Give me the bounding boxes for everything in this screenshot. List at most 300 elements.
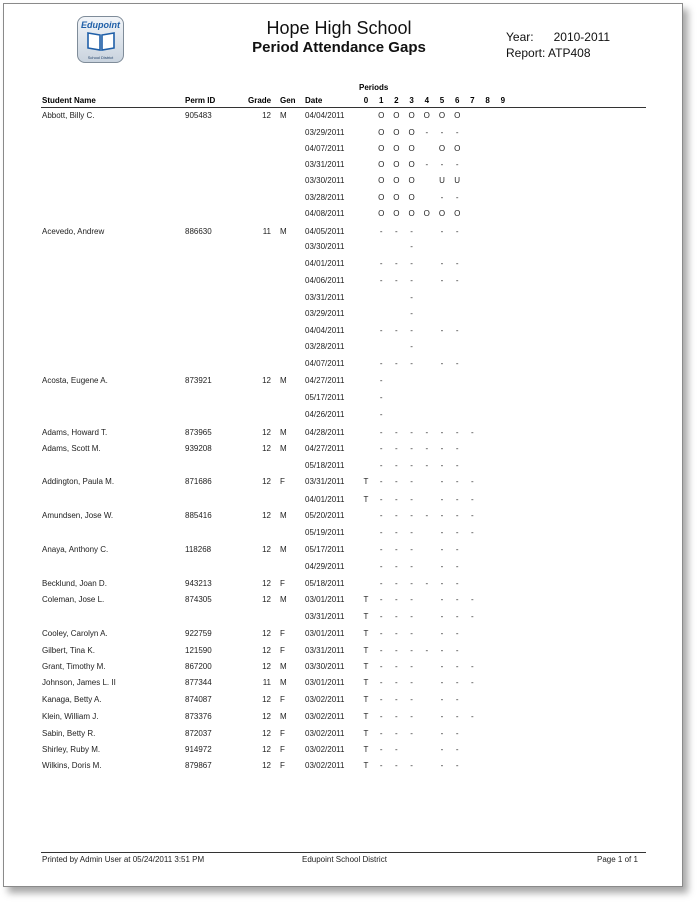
report-code-line [506,46,591,60]
period-mark-6: - [455,477,459,486]
school-name: Hope High School [266,18,412,38]
student-name: Acevedo, Andrew [42,227,105,236]
absence-date: 03/02/2011 [305,729,345,738]
period-mark-0: T [363,495,369,504]
period-mark-3: - [410,761,413,770]
period-mark-5: - [440,477,444,486]
period-mark-3: - [410,495,413,504]
period-mark-5: O [438,111,446,120]
period-mark-2: O [393,144,400,153]
period-header-8: 8 [485,96,490,105]
period-mark-3: - [410,612,413,621]
period-mark-5: - [440,326,444,335]
period-mark-6: - [455,276,459,285]
period-mark-3: - [410,342,413,351]
table-row [4,276,682,288]
perm-id: 914972 [185,745,212,754]
period-mark-2: - [395,646,398,655]
gender: F [280,761,285,770]
period-mark-5: - [440,511,444,520]
period-mark-3: - [410,629,413,638]
table-row [4,342,682,354]
period-mark-4: O [423,209,430,218]
period-mark-3: O [408,176,415,185]
student-name: Adams, Scott M. [42,444,101,453]
period-mark-3: - [410,729,413,738]
period-mark-0: T [363,695,369,704]
period-mark-0: T [363,595,369,604]
absence-date: 05/18/2011 [305,461,345,470]
period-mark-1: - [379,528,383,537]
period-header-9: 9 [500,96,506,105]
grade: 12 [262,428,271,437]
period-mark-6: - [455,761,459,770]
printed-by: Printed by Admin User at 05/24/2011 3:51 PM [42,855,205,864]
period-mark-2: - [395,528,398,537]
table-row [4,695,682,707]
period-mark-1: - [379,376,383,385]
period-mark-1: - [379,393,383,402]
period-mark-6: - [455,444,459,453]
table-row [4,144,682,156]
table-row [4,193,682,205]
absence-date: 05/17/2011 [305,545,345,554]
grade: 12 [262,511,271,520]
header-grade: Grade [248,96,272,105]
header-date: Date [305,96,323,105]
period-mark-2: - [395,562,398,571]
period-mark-1: - [379,745,383,754]
perm-id: 874087 [185,695,212,704]
period-mark-6: - [455,461,459,470]
period-mark-4: - [425,511,429,520]
period-mark-5: - [440,160,444,169]
student-name: Coleman, Jose L. [42,595,105,604]
perm-id: 873921 [185,376,212,385]
period-mark-3: - [410,662,413,671]
absence-date: 05/20/2011 [305,511,345,520]
period-mark-3: - [410,461,413,470]
table-row [4,595,682,607]
period-mark-2: - [395,579,398,588]
period-mark-1: - [379,595,383,604]
period-mark-3: O [408,128,415,137]
period-mark-3: - [410,712,413,721]
absence-date: 04/08/2011 [305,209,345,218]
period-mark-7: - [471,662,474,671]
absence-date: 04/06/2011 [305,276,345,285]
student-name: Anaya, Anthony C. [42,545,109,554]
period-mark-2: O [393,176,400,185]
table-row [4,511,682,523]
student-name: Wilkins, Doris M. [42,761,102,770]
student-name: Becklund, Joan D. [42,579,107,588]
period-mark-6: - [455,695,459,704]
absence-date: 03/02/2011 [305,761,345,770]
student-name: Grant, Timothy M. [42,662,106,671]
period-mark-1: - [379,511,383,520]
period-mark-2: - [395,712,398,721]
period-mark-1: - [379,562,383,571]
period-mark-1: - [379,729,383,738]
period-mark-3: - [410,276,413,285]
period-mark-6: O [454,209,461,218]
absence-date: 04/01/2011 [305,495,345,504]
period-mark-0: T [363,477,369,486]
period-mark-2: O [393,193,400,202]
header-gen: Gen [280,96,296,105]
period-mark-1: - [379,646,383,655]
gender: M [280,712,287,721]
period-mark-3: O [408,111,415,120]
period-mark-3: - [410,595,413,604]
table-row [4,477,682,489]
table-row [4,712,682,724]
period-mark-0: T [363,646,369,655]
period-mark-1: O [378,144,385,153]
period-mark-7: - [471,477,474,486]
period-mark-5: - [440,428,444,437]
perm-id: 877344 [185,678,212,687]
table-row [4,359,682,371]
student-name: Abbott, Billy C. [42,111,95,120]
table-row [4,259,682,271]
table-row [4,461,682,473]
period-mark-2: - [395,495,398,504]
period-mark-7: - [471,511,474,520]
gender: F [280,729,285,738]
logo-wordmark: Edupoint [81,20,120,30]
period-mark-4: - [425,428,429,437]
student-name: Klein, William J. [42,712,99,721]
absence-date: 03/29/2011 [305,309,345,318]
period-mark-1: O [378,209,385,218]
period-mark-2: O [393,160,400,169]
perm-id: 874305 [185,595,212,604]
period-mark-2: - [395,629,398,638]
period-mark-6: - [455,528,459,537]
period-mark-7: - [471,595,474,604]
period-header-6: 6 [454,96,460,105]
period-mark-6: - [455,545,459,554]
period-mark-3: O [408,144,415,153]
period-mark-3: - [410,444,413,453]
period-header-1: 1 [378,96,384,105]
student-name: Gilbert, Tina K. [42,646,95,655]
period-mark-4: - [425,160,429,169]
period-mark-7: - [471,678,474,687]
period-mark-2: - [395,326,398,335]
period-mark-2: - [395,595,398,604]
book-icon [87,31,115,51]
period-mark-3: - [410,477,413,486]
table-row [4,629,682,641]
period-mark-2: - [395,729,398,738]
period-mark-1: - [379,276,383,285]
period-mark-5: - [440,629,444,638]
table-row [4,393,682,405]
table-row [4,745,682,757]
period-mark-1: - [379,227,383,236]
gender: F [280,695,285,704]
perm-id: 939208 [185,444,212,453]
absence-date: 03/31/2011 [305,612,345,621]
grade: 11 [262,678,271,687]
gender: F [280,745,285,754]
period-mark-3: - [410,678,413,687]
period-mark-3: - [410,359,413,368]
table-row [4,209,682,221]
absence-date: 03/31/2011 [305,160,345,169]
period-mark-6: - [455,428,459,437]
period-mark-2: - [395,477,398,486]
table-row [4,545,682,557]
grade: 12 [262,745,271,754]
period-mark-2: - [395,359,398,368]
student-name: Shirley, Ruby M. [42,745,101,754]
table-row [4,495,682,507]
period-mark-5: - [440,545,444,554]
absence-date: 03/30/2011 [305,242,345,251]
period-mark-3: - [410,646,413,655]
absence-date: 03/30/2011 [305,176,345,185]
report-page [3,3,683,887]
grade: 12 [262,646,271,655]
table-row [4,612,682,624]
period-mark-1: - [379,326,383,335]
period-mark-1: - [379,579,383,588]
period-mark-6: - [455,160,459,169]
period-mark-5: - [440,193,444,202]
period-mark-4: - [425,128,429,137]
absence-date: 04/01/2011 [305,259,345,268]
table-row [4,242,682,254]
period-mark-7: - [471,712,474,721]
period-mark-6: - [455,128,459,137]
student-name: Acosta, Eugene A. [42,376,108,385]
period-mark-6: - [455,495,459,504]
period-mark-5: - [440,612,444,621]
absence-date: 05/19/2011 [305,528,345,537]
period-mark-6: O [454,144,461,153]
period-mark-5: - [440,276,444,285]
period-mark-1: - [379,259,383,268]
period-mark-1: - [379,761,383,770]
grade: 12 [262,662,271,671]
period-mark-2: - [395,461,398,470]
period-mark-2: - [395,227,398,236]
gender: M [280,111,287,120]
period-mark-1: - [379,629,383,638]
gender: F [280,579,285,588]
absence-date: 03/28/2011 [305,342,345,351]
period-mark-4: - [425,461,429,470]
table-row [4,646,682,658]
period-mark-2: - [395,276,398,285]
period-mark-6: - [455,712,459,721]
absence-date: 03/29/2011 [305,128,345,137]
period-mark-1: O [378,176,385,185]
period-mark-0: T [363,678,369,687]
period-mark-1: - [379,444,383,453]
period-mark-6: - [455,745,459,754]
absence-date: 05/18/2011 [305,579,345,588]
period-mark-0: T [363,612,369,621]
period-mark-5: - [440,678,444,687]
student-name: Amundsen, Jose W. [42,511,114,520]
period-mark-3: O [408,160,415,169]
logo-subtitle: School District [87,55,114,60]
year-line [506,30,610,44]
grade: 12 [262,376,271,385]
period-mark-5: - [440,227,444,236]
absence-date: 03/02/2011 [305,745,345,754]
period-mark-5: - [440,444,444,453]
table-row [4,410,682,422]
period-mark-1: O [378,160,385,169]
period-mark-2: - [395,259,398,268]
period-mark-6: - [455,646,459,655]
absence-date: 05/17/2011 [305,393,345,402]
perm-id: 943213 [185,579,212,588]
table-row [4,326,682,338]
period-mark-6: - [455,579,459,588]
student-name: Kanaga, Betty A. [42,695,102,704]
report-title: Period Attendance Gaps [252,39,426,56]
header-perm-id: Perm ID [185,96,216,105]
absence-date: 03/31/2011 [305,646,345,655]
period-mark-6: O [454,111,461,120]
period-mark-2: - [395,678,398,687]
period-mark-5: - [440,528,444,537]
period-mark-6: - [455,326,459,335]
student-name: Johnson, James L. II [42,678,116,687]
period-mark-0: T [363,712,369,721]
period-mark-5: - [440,662,444,671]
period-mark-5: - [440,745,444,754]
table-row [4,128,682,140]
absence-date: 03/01/2011 [305,595,345,604]
perm-id: 885416 [185,511,212,520]
period-mark-1: - [379,410,383,419]
grade: 12 [262,629,271,638]
period-mark-1: O [378,111,385,120]
period-mark-4: O [423,111,430,120]
page-number: Page 1 of 1 [597,855,638,864]
period-mark-2: - [395,511,398,520]
absence-date: 04/29/2011 [305,562,345,571]
period-mark-1: - [379,359,383,368]
period-mark-6: - [455,227,459,236]
period-mark-3: - [410,326,413,335]
period-mark-0: T [363,745,369,754]
gender: M [280,444,287,453]
absence-date: 03/28/2011 [305,193,345,202]
table-row [4,428,682,440]
grade: 12 [262,444,271,453]
edupoint-logo [77,16,124,63]
table-row [4,376,682,388]
period-mark-3: O [408,193,415,202]
grade: 12 [262,477,271,486]
period-mark-1: - [379,678,383,687]
gender: F [280,477,285,486]
period-mark-1: - [379,461,383,470]
absence-date: 03/31/2011 [305,477,345,486]
perm-id: 873376 [185,712,212,721]
period-mark-5: - [440,461,444,470]
period-mark-5: O [438,144,446,153]
period-mark-1: - [379,662,383,671]
period-mark-5: - [440,259,444,268]
period-mark-1: - [379,712,383,721]
period-header-7: 7 [470,96,475,105]
perm-id: 118268 [185,545,212,554]
period-header-3: 3 [409,96,414,105]
period-mark-3: - [410,259,413,268]
period-mark-2: - [395,761,398,770]
perm-id: 886630 [185,227,212,236]
period-mark-0: T [363,761,369,770]
period-mark-2: - [395,444,398,453]
period-mark-6: - [455,595,459,604]
period-mark-5: - [440,695,444,704]
gender: M [280,595,287,604]
period-mark-2: O [393,209,400,218]
gender: M [280,227,287,236]
period-mark-3: - [410,242,413,251]
gender: F [280,629,285,638]
period-mark-2: - [395,612,398,621]
period-mark-1: O [378,193,385,202]
period-mark-2: O [393,111,400,120]
table-row [4,562,682,574]
period-mark-5: - [440,646,444,655]
year-label: Year: [506,30,534,44]
report-label: Report: [506,46,546,60]
absence-date: 03/31/2011 [305,293,345,302]
table-row [4,662,682,674]
period-mark-3: - [410,545,413,554]
period-mark-2: - [395,662,398,671]
perm-id: 871686 [185,477,212,486]
gender: M [280,678,287,687]
period-mark-7: - [471,528,474,537]
table-row [4,160,682,172]
table-row [4,309,682,321]
absence-date: 04/04/2011 [305,326,345,335]
perm-id: 879867 [185,761,212,770]
grade: 12 [262,545,271,554]
period-mark-3: - [410,695,413,704]
period-mark-6: - [455,678,459,687]
period-mark-5: U [439,176,445,185]
period-mark-3: - [410,309,413,318]
period-mark-3: O [408,209,415,218]
table-row [4,678,682,690]
period-mark-6: - [455,359,459,368]
absence-date: 03/02/2011 [305,695,345,704]
student-name: Sabin, Betty R. [42,729,96,738]
perm-id: 867200 [185,662,212,671]
table-row [4,579,682,591]
absence-date: 03/30/2011 [305,662,345,671]
table-row [4,444,682,456]
period-mark-5: - [440,761,444,770]
period-mark-1: - [379,695,383,704]
period-mark-3: - [410,579,413,588]
grade: 12 [262,111,271,120]
